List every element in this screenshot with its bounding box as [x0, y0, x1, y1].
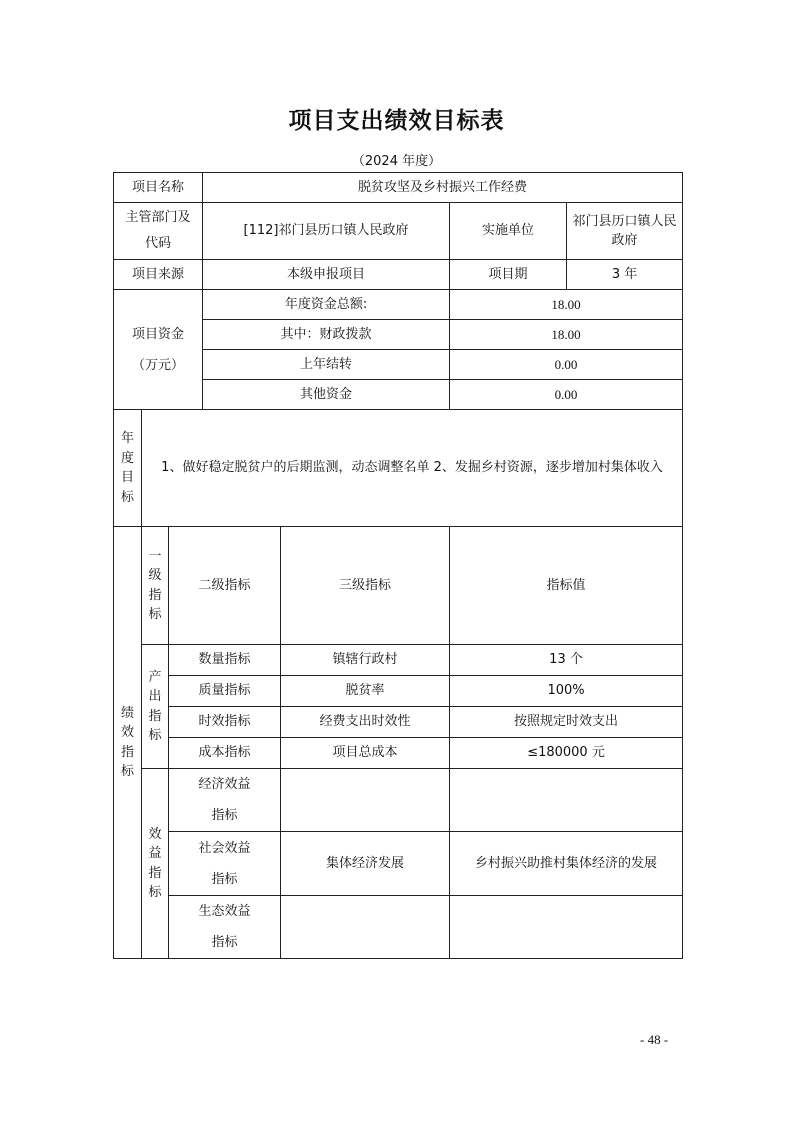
table-row	[114, 707, 683, 738]
project-name-row	[114, 173, 683, 203]
table-row	[114, 676, 683, 707]
level2-cell: 成本指标	[169, 738, 281, 769]
benefit-indicator-label-text: 效 益 指 标	[148, 826, 162, 900]
table-row	[114, 769, 683, 832]
level2-cell: 时效指标	[169, 707, 281, 738]
level3-cell: 经费支出时效性	[281, 707, 450, 738]
level3-cell	[281, 896, 450, 959]
level3-cell: 脱贫率	[281, 676, 450, 707]
year-label: （2024 年度）	[351, 154, 442, 169]
page-number: - 48 -	[640, 1032, 669, 1047]
level3-cell: 项目总成本	[281, 738, 450, 769]
benefit-indicator-label	[142, 769, 169, 959]
value-cell	[450, 769, 683, 832]
level2-cell	[169, 896, 281, 959]
value-header: 指标值	[450, 527, 683, 645]
value-cell: 乡村振兴助推村集体经济的发展	[450, 832, 683, 896]
value-cell: 13 个	[450, 645, 683, 676]
level2-cell	[169, 832, 281, 896]
value-cell: 100%	[450, 676, 683, 707]
indicator-section-label-text: 绩 效 指 标	[120, 705, 134, 779]
level3-cell	[281, 769, 450, 832]
period-value: 3 年	[567, 260, 683, 290]
dept-row	[114, 203, 683, 260]
goal-label	[114, 410, 142, 527]
goal-row	[114, 410, 683, 527]
level3-header: 三级指标	[281, 527, 450, 645]
level3-cell: 镇辖行政村	[281, 645, 450, 676]
level2-cell-text: 社会效益 指标	[198, 840, 251, 887]
funds-other-label: 其他资金	[203, 380, 450, 410]
level1-header-text: 一 级 指 标	[148, 548, 162, 622]
output-indicator-label-text: 产 出 指 标	[148, 669, 162, 743]
level2-cell	[169, 769, 281, 832]
source-value: 本级申报项目	[203, 260, 450, 290]
goal-text: 1、做好稳定脱贫户的后期监测，动态调整名单 2、发掘乡村资源，逐步增加村集体收入	[142, 410, 683, 527]
performance-table	[113, 172, 683, 959]
output-indicator-label	[142, 645, 169, 769]
funds-fiscal-value: 18.00	[450, 320, 683, 350]
impl-label: 实施单位	[450, 203, 567, 260]
impl-value: 祁门县历口镇人民政府	[567, 203, 683, 260]
dept-label	[114, 203, 203, 260]
value-cell	[450, 896, 683, 959]
funds-label	[114, 290, 203, 410]
dept-value: [112]祁门县历口镇人民政府	[203, 203, 450, 260]
funds-carryover-value: 0.00	[450, 350, 683, 380]
table-row	[114, 738, 683, 769]
indicator-header-row	[114, 527, 683, 645]
dept-label-text: 主管部门及 代码	[125, 210, 191, 251]
level2-cell: 质量指标	[169, 676, 281, 707]
table-row	[114, 645, 683, 676]
funds-row	[114, 290, 683, 320]
funds-total-label: 年度资金总额:	[203, 290, 450, 320]
table-row	[114, 832, 683, 896]
level3-cell: 集体经济发展	[281, 832, 450, 896]
level1-header	[142, 527, 169, 645]
period-label: 项目期	[450, 260, 567, 290]
funds-carryover-label: 上年结转	[203, 350, 450, 380]
level2-header: 二级指标	[169, 527, 281, 645]
level2-cell-text: 经济效益 指标	[198, 777, 251, 823]
project-name-label: 项目名称	[114, 173, 203, 203]
table-row	[114, 896, 683, 959]
project-name-value: 脱贫攻坚及乡村振兴工作经费	[203, 173, 683, 203]
page-title: 项目支出绩效目标表	[288, 108, 505, 134]
source-row	[114, 260, 683, 290]
value-cell: 按照规定时效支出	[450, 707, 683, 738]
value-cell: ≤180000 元	[450, 738, 683, 769]
indicator-section-label	[114, 527, 142, 959]
level2-cell: 数量指标	[169, 645, 281, 676]
funds-other-value: 0.00	[450, 380, 683, 410]
funds-label-text: 项目资金 （万元）	[132, 326, 185, 373]
goal-label-text: 年 度 目 标	[120, 431, 134, 505]
source-label: 项目来源	[114, 260, 203, 290]
funds-total-value: 18.00	[450, 290, 683, 320]
level2-cell-text: 生态效益 指标	[198, 904, 251, 950]
funds-fiscal-label: 其中：财政拨款	[203, 320, 450, 350]
